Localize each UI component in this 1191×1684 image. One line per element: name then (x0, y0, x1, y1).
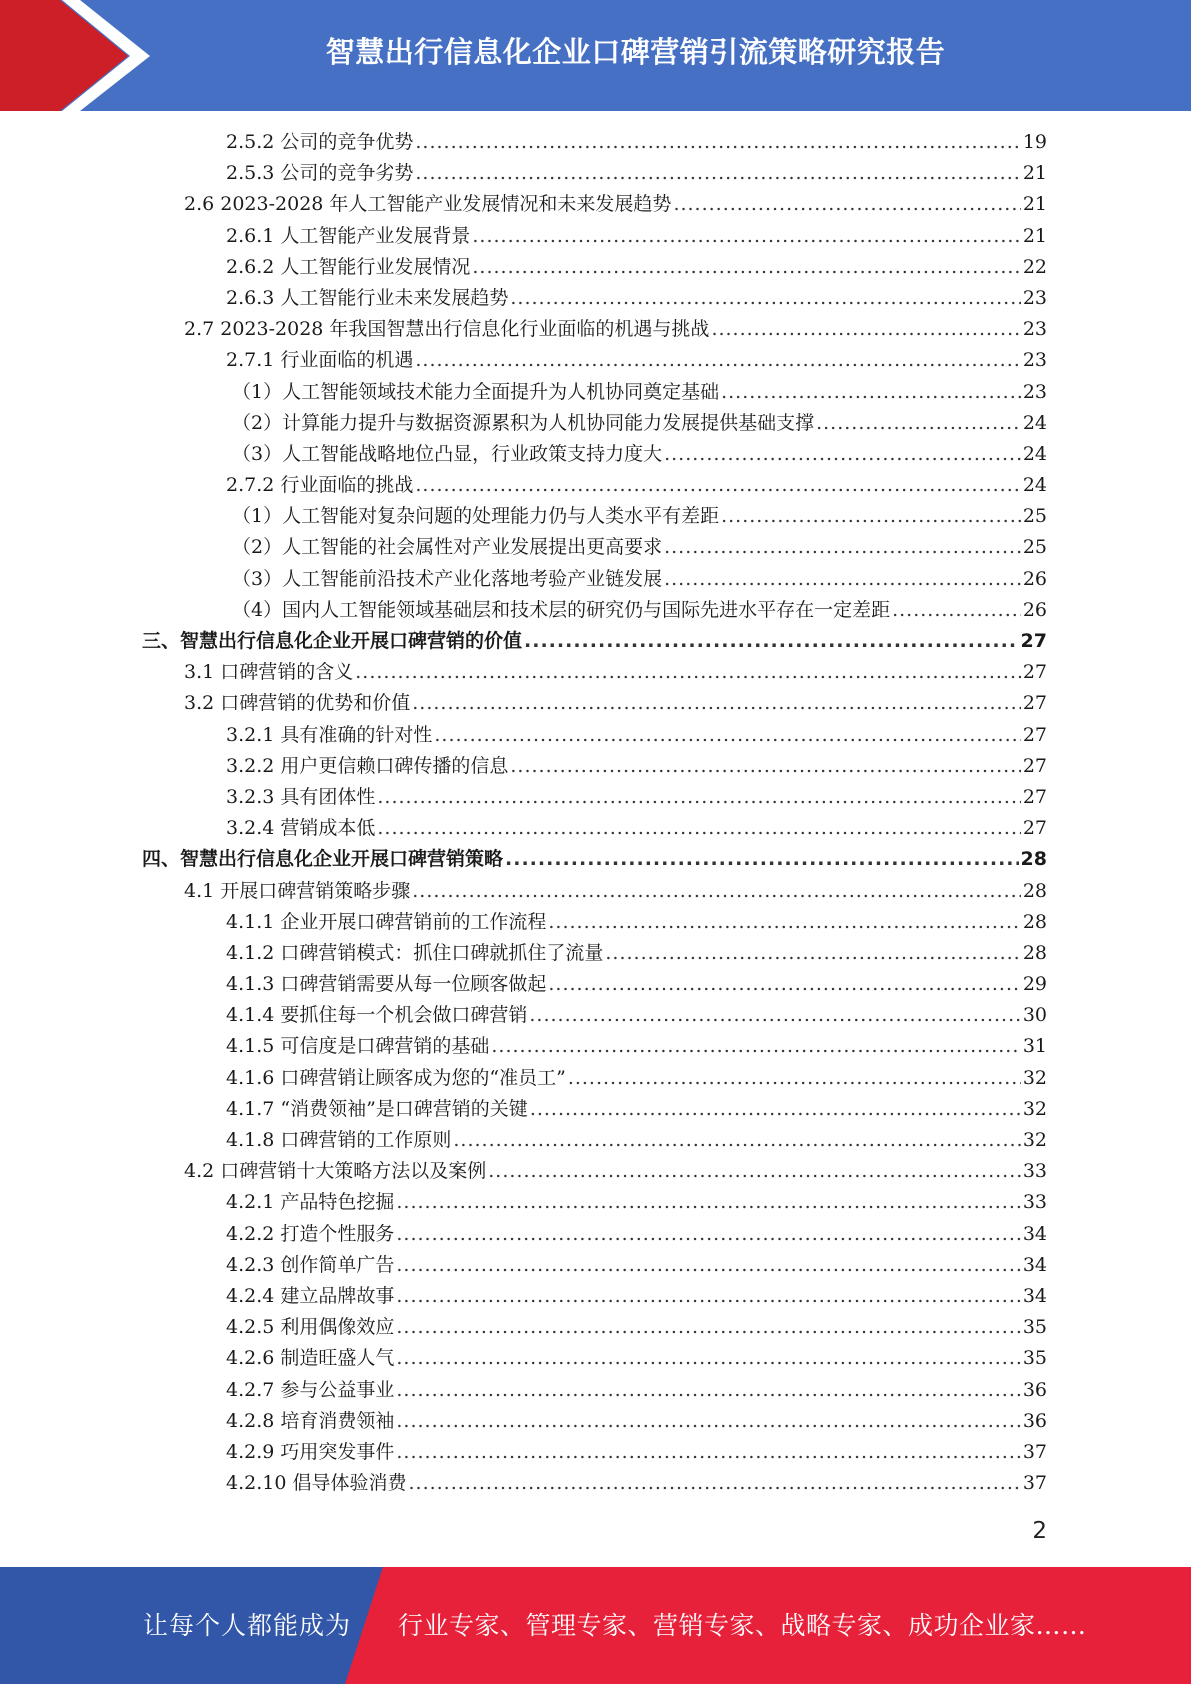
toc-dot-leader (505, 844, 1019, 875)
toc-entry[interactable] (0, 345, 1191, 376)
toc-entry-title: 4.2.6 制造旺盛人气 (226, 1347, 395, 1370)
toc-entry[interactable] (0, 564, 1191, 595)
toc-dot-leader (415, 345, 1020, 376)
toc-dot-leader (664, 564, 1021, 595)
toc-entry-page: 28 (1022, 910, 1047, 933)
toc-entry-page: 26 (1022, 598, 1047, 621)
toc-dot-leader (472, 252, 1020, 283)
page-footer (0, 1567, 1191, 1684)
toc-entry[interactable] (0, 127, 1191, 158)
document-title: 智慧出行信息化企业口碑营销引流策略研究报告 (325, 35, 946, 69)
toc-dot-leader (453, 1125, 1020, 1156)
toc-entry[interactable] (0, 751, 1191, 782)
toc-entry-page: 28 (1022, 879, 1047, 902)
toc-entry[interactable] (0, 408, 1191, 439)
toc-entry[interactable] (0, 501, 1191, 532)
toc-entry[interactable] (0, 314, 1191, 345)
toc-entry-title: 3.1 口碑营销的含义 (184, 661, 354, 684)
toc-entry-title: 4.2.4 建立品牌故事 (226, 1284, 395, 1307)
toc-entry-page: 27 (1020, 630, 1047, 652)
toc-dot-leader (605, 938, 1020, 969)
toc-entry-page: 21 (1022, 162, 1047, 185)
toc-dot-leader (408, 1468, 1020, 1499)
toc-entry-page: 32 (1022, 1129, 1047, 1151)
toc-dot-leader (415, 470, 1020, 501)
toc-dot-leader (548, 969, 1020, 1000)
toc-entry[interactable] (0, 907, 1191, 938)
toc-entry[interactable] (0, 1437, 1191, 1468)
toc-dot-leader (664, 439, 1021, 470)
toc-entry-title: 4.2 口碑营销十大策略方法以及案例 (184, 1160, 487, 1183)
toc-entry-page: 22 (1022, 255, 1047, 278)
toc-entry-page: 36 (1022, 1409, 1047, 1432)
toc-dot-leader (816, 408, 1021, 439)
toc-entry-page: 25 (1022, 536, 1047, 559)
toc-entry[interactable] (0, 439, 1191, 470)
toc-entry[interactable] (0, 782, 1191, 813)
toc-entry-page: 27 (1022, 817, 1047, 840)
toc-dot-leader (415, 127, 1020, 158)
toc-entry-title: 3.2 口碑营销的优势和价值 (184, 692, 411, 715)
toc-entry-page: 26 (1022, 567, 1047, 590)
toc-entry-title: 4.1 开展口碑营销策略步骤 (184, 879, 411, 902)
toc-entry-title: 2.7.2 行业面临的挑战 (226, 474, 414, 497)
toc-dot-leader (721, 377, 1021, 408)
toc-entry-page: 35 (1022, 1316, 1047, 1339)
toc-entry[interactable] (0, 938, 1191, 969)
toc-dot-leader (530, 1094, 1021, 1125)
toc-dot-leader (396, 1187, 1020, 1218)
toc-dot-leader (491, 1031, 1020, 1062)
toc-entry-page: 31 (1022, 1035, 1047, 1058)
toc-entry-page: 23 (1022, 286, 1047, 309)
toc-entry-page: 21 (1022, 193, 1047, 216)
toc-entry-title: （3）人工智能前沿技术产业化落地考验产业链发展 (232, 567, 663, 590)
toc-dot-leader (396, 1343, 1020, 1374)
toc-dot-leader (548, 907, 1020, 938)
toc-entry[interactable] (0, 595, 1191, 626)
toc-entry[interactable] (0, 1219, 1191, 1250)
toc-dot-leader (396, 1250, 1020, 1281)
toc-dot-leader (488, 1156, 1021, 1187)
toc-entry-page: 29 (1022, 973, 1047, 996)
toc-entry[interactable] (0, 688, 1191, 719)
toc-entry-title: 4.2.2 打造个性服务 (226, 1222, 395, 1245)
toc-entry-page: 23 (1022, 318, 1047, 341)
toc-entry[interactable] (0, 158, 1191, 189)
toc-dot-leader (396, 1281, 1020, 1312)
toc-entry-page: 23 (1022, 380, 1047, 403)
toc-chapter-entry[interactable] (0, 626, 1191, 657)
toc-entry-page: 27 (1022, 723, 1047, 746)
toc-entry-title: 4.1.2 口碑营销模式：抓住口碑就抓住了流量 (226, 941, 604, 964)
toc-entry-page: 35 (1022, 1347, 1047, 1370)
toc-entry-title: 4.1.7 “消费领袖”是口碑营销的关键 (226, 1097, 528, 1120)
toc-entry-title: 2.5.2 公司的竞争优势 (226, 131, 414, 153)
toc-entry-title: 2.6.3 人工智能行业未来发展趋势 (226, 286, 509, 309)
toc-dot-leader (721, 501, 1021, 532)
toc-entry-title: 四、智慧出行信息化企业开展口碑营销策略 (142, 848, 504, 871)
toc-entry-title: （1）人工智能对复杂问题的处理能力仍与人类水平有差距 (232, 505, 720, 528)
toc-entry-title: 4.2.1 产品特色挖掘 (226, 1191, 395, 1214)
toc-chapter-entry[interactable] (0, 844, 1191, 875)
toc-entry[interactable] (0, 377, 1191, 408)
toc-entry[interactable] (0, 1406, 1191, 1437)
toc-entry[interactable] (0, 876, 1191, 907)
toc-entry-title: 4.1.6 口碑营销让顾客成为您的“准员工” (226, 1066, 566, 1089)
toc-entry-title: （4）国内人工智能领域基础层和技术层的研究仍与国际先进水平存在一定差距 (232, 598, 891, 621)
toc-entry[interactable] (0, 1312, 1191, 1343)
toc-entry-page: 36 (1022, 1378, 1047, 1401)
toc-dot-leader (355, 657, 1021, 688)
toc-entry[interactable] (0, 1063, 1191, 1094)
toc-entry-page: 25 (1022, 505, 1047, 528)
toc-entry-title: 3.2.1 具有准确的针对性 (226, 723, 433, 746)
toc-entry-page: 32 (1022, 1097, 1047, 1120)
toc-dot-leader (415, 158, 1020, 189)
toc-entry-page: 37 (1022, 1440, 1047, 1463)
toc-entry-title: 4.2.8 培育消费领袖 (226, 1409, 395, 1432)
toc-entry[interactable] (0, 813, 1191, 844)
page-number: 2 (1032, 1518, 1047, 1544)
toc-entry-title: 4.2.3 创作简单广告 (226, 1253, 395, 1276)
toc-dot-leader (377, 782, 1020, 813)
footer-slogan-right: 行业专家、管理专家、营销专家、战略专家、成功企业家…… (398, 1611, 1087, 1640)
toc-entry-title: （2）计算能力提升与数据资源累积为人机协同能力发展提供基础支撑 (232, 411, 815, 434)
toc-entry[interactable] (0, 532, 1191, 563)
toc-entry-title: （1）人工智能领域技术能力全面提升为人机协同奠定基础 (232, 380, 720, 403)
toc-entry[interactable] (0, 470, 1191, 501)
toc-entry[interactable] (0, 1343, 1191, 1374)
toc-entry-page: 33 (1022, 1191, 1047, 1214)
toc-entry-title: （3）人工智能战略地位凸显，行业政策支持力度大 (232, 442, 663, 465)
toc-entry[interactable] (0, 1250, 1191, 1281)
toc-entry-page: 32 (1022, 1066, 1047, 1089)
toc-entry-title: 4.2.10 倡导体验消费 (226, 1472, 407, 1495)
toc-entry[interactable] (0, 1281, 1191, 1312)
toc-dot-leader (396, 1406, 1020, 1437)
toc-dot-leader (472, 221, 1020, 252)
toc-entry-title: 三、智慧出行信息化企业开展口碑营销的价值 (142, 630, 523, 652)
footer-slogan-left: 让每个人都能成为 (143, 1611, 352, 1640)
toc-dot-leader (434, 720, 1020, 751)
toc-dot-leader (396, 1437, 1020, 1468)
toc-entry-title: 3.2.4 营销成本低 (226, 817, 376, 840)
toc-dot-leader (510, 283, 1020, 314)
toc-entry-title: 2.6.1 人工智能产业发展背景 (226, 224, 471, 247)
toc-entry-title: 2.7 2023-2028 年我国智慧出行信息化行业面临的机遇与挑战 (184, 318, 710, 341)
toc-entry-page: 34 (1022, 1284, 1047, 1307)
toc-dot-leader (396, 1312, 1020, 1343)
toc-dot-leader (673, 189, 1020, 220)
toc-entry-title: 4.2.9 巧用突发事件 (226, 1440, 395, 1463)
toc-entry[interactable] (0, 720, 1191, 751)
toc-dot-leader (510, 751, 1020, 782)
toc-entry-page: 23 (1022, 349, 1047, 372)
toc-entry-page: 24 (1022, 474, 1047, 497)
toc-dot-leader (377, 813, 1020, 844)
toc-dot-leader (711, 314, 1020, 345)
toc-entry[interactable] (0, 1187, 1191, 1218)
toc-dot-leader (396, 1375, 1020, 1406)
header-arrow-decoration (0, 0, 180, 111)
toc-entry[interactable] (0, 1156, 1191, 1187)
toc-entry-title: （2）人工智能的社会属性对产业发展提出更高要求 (232, 536, 663, 559)
toc-entry-title: 3.2.2 用户更信赖口碑传播的信息 (226, 754, 509, 777)
toc-dot-leader (396, 1219, 1020, 1250)
table-of-contents (0, 127, 1191, 1499)
toc-entry-page: 34 (1022, 1253, 1047, 1276)
toc-entry[interactable] (0, 1125, 1191, 1156)
toc-entry-title: 2.5.3 公司的竞争劣势 (226, 162, 414, 185)
toc-entry-page: 27 (1022, 785, 1047, 808)
toc-dot-leader (524, 626, 1019, 657)
toc-entry-title: 4.2.7 参与公益事业 (226, 1378, 395, 1401)
toc-entry[interactable] (0, 189, 1191, 220)
toc-entry-page: 34 (1022, 1222, 1047, 1245)
toc-entry-title: 4.1.3 口碑营销需要从每一位顾客做起 (226, 973, 547, 996)
toc-entry-title: 2.6 2023-2028 年人工智能产业发展情况和未来发展趋势 (184, 193, 672, 216)
toc-entry[interactable] (0, 252, 1191, 283)
toc-dot-leader (412, 688, 1021, 719)
toc-entry[interactable] (0, 1000, 1191, 1031)
toc-entry-page: 27 (1022, 661, 1047, 684)
toc-entry-page: 33 (1022, 1160, 1047, 1183)
toc-entry-title: 4.1.5 可信度是口碑营销的基础 (226, 1035, 490, 1058)
toc-entry-page: 27 (1022, 754, 1047, 777)
toc-entry[interactable] (0, 1375, 1191, 1406)
toc-entry[interactable] (0, 1031, 1191, 1062)
toc-entry-page: 30 (1022, 1004, 1047, 1027)
toc-entry-title: 4.2.5 利用偶像效应 (226, 1316, 395, 1339)
toc-entry-title: 4.1.8 口碑营销的工作原则 (226, 1129, 452, 1151)
toc-entry-title: 4.1.4 要抓住每一个机会做口碑营销 (226, 1004, 528, 1027)
toc-dot-leader (568, 1063, 1021, 1094)
toc-dot-leader (664, 532, 1021, 563)
toc-entry[interactable] (0, 283, 1191, 314)
toc-entry-page: 27 (1022, 692, 1047, 715)
toc-entry[interactable] (0, 1468, 1191, 1499)
page-header (0, 0, 1191, 111)
toc-entry-page: 21 (1022, 224, 1047, 247)
toc-entry-title: 2.7.1 行业面临的机遇 (226, 349, 414, 372)
toc-dot-leader (892, 595, 1021, 626)
toc-entry-page: 24 (1022, 442, 1047, 465)
toc-entry-title: 4.1.1 企业开展口碑营销前的工作流程 (226, 910, 547, 933)
toc-entry-page: 28 (1022, 941, 1047, 964)
toc-entry[interactable] (0, 657, 1191, 688)
toc-entry-title: 2.6.2 人工智能行业发展情况 (226, 255, 471, 278)
toc-entry-page: 19 (1022, 131, 1047, 153)
toc-entry-page: 24 (1022, 411, 1047, 434)
toc-entry[interactable] (0, 1094, 1191, 1125)
toc-dot-leader (529, 1000, 1020, 1031)
toc-entry-title: 3.2.3 具有团体性 (226, 785, 376, 808)
toc-dot-leader (412, 876, 1021, 907)
toc-entry-page: 28 (1020, 848, 1047, 871)
toc-entry[interactable] (0, 221, 1191, 252)
toc-entry[interactable] (0, 969, 1191, 1000)
toc-entry-page: 37 (1022, 1472, 1047, 1495)
